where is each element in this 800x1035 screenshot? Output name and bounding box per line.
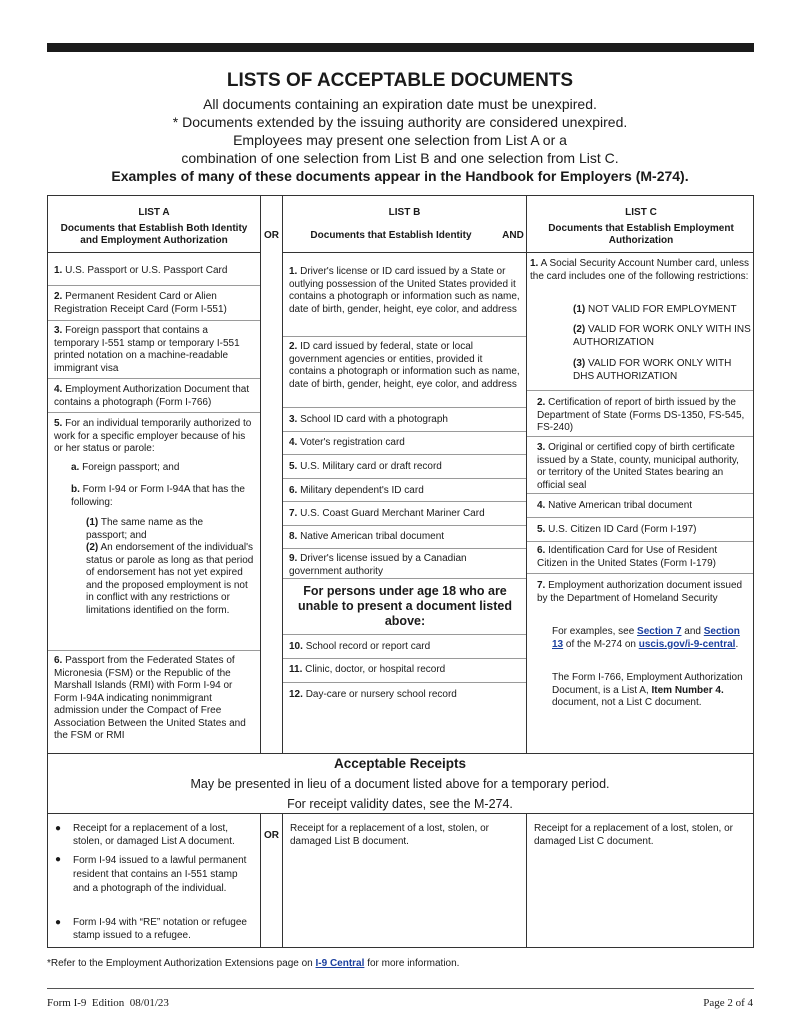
row-divider	[527, 493, 753, 494]
receipt-divider-or	[282, 813, 283, 948]
receipt-a-3: Form I-94 with “RE” notation or refugee stamp issued to a refugee.	[73, 917, 247, 941]
list-c-restriction-2: (2) VALID FOR WORK ONLY WITH INS AUTHORIZATION	[573, 324, 751, 348]
receipt-a-1: Receipt for a replacement of a lost, stolen, or damaged List A document.	[73, 823, 235, 847]
list-a-item-5b: b. Form I-94 or Form I-94A that has the following:	[71, 484, 245, 508]
receipts-line-2: For receipt validity dates, see the M-274.	[287, 797, 513, 811]
row-divider	[48, 412, 260, 413]
list-c-item-3: 3. Original or certified copy of birth certificate issued by a State, county, municipal authority, or territory of the United States bearing an official seal	[537, 442, 739, 491]
footer-rule	[47, 988, 754, 989]
receipt-c: Receipt for a replacement of a lost, stolen, or damaged List C document.	[534, 823, 733, 847]
receipts-header-rule	[48, 813, 753, 814]
list-b-item-9: 9. Driver's license issued by a Canadian government authority	[289, 553, 467, 577]
bullet-icon: ●	[55, 917, 62, 928]
list-b-item-3: 3. School ID card with a photograph	[289, 414, 448, 425]
row-divider	[527, 573, 753, 574]
row-divider	[48, 285, 260, 286]
page-number: Page 2 of 4	[703, 997, 753, 1009]
list-c-item-4: 4. Native American tribal document	[537, 500, 693, 511]
row-divider	[283, 454, 526, 455]
list-a-desc: Documents that Establish Both Identity and Employment Authorization	[60, 223, 248, 246]
list-b-item-2: 2. ID card issued by federal, state or local government agencies or entities, provided it contains a photograph or information such as name, date of birth, gender, height, eye color, and address	[289, 341, 520, 390]
row-divider	[283, 431, 526, 432]
section-13-link[interactable]: Section 13	[552, 626, 740, 650]
receipt-or-label: OR	[264, 830, 279, 841]
receipt-divider-b	[526, 813, 527, 948]
row-divider	[283, 634, 526, 635]
intro-line-5: Examples of many of these documents appear in the Handbook for Employers (M-274).	[111, 168, 689, 184]
list-c-item-6: 6. Identification Card for Use of Resident Citizen in the United States (Form I-179)	[537, 545, 718, 569]
list-b-item-10: 10. School record or report card	[289, 641, 431, 652]
list-b-item-12: 12. Day-care or nursery school record	[289, 689, 457, 700]
page-title: LISTS OF ACCEPTABLE DOCUMENTS	[226, 70, 574, 91]
list-b-item-1: 1. Driver's license or ID card issued by a State or outlying possession of the United States provided it contains a photograph or information such as name, date of birth, gender, height, eye color, and address	[289, 266, 520, 315]
list-b-name: LIST B	[388, 207, 421, 218]
receipts-title: Acceptable Receipts	[333, 756, 467, 771]
row-divider	[527, 390, 753, 391]
list-c-item-2: 2. Certification of report of birth issued by the Department of State (Forms DS-1350, FS-545, FS-240)	[537, 397, 745, 433]
list-b-item-4: 4. Voter's registration card	[289, 437, 405, 448]
receipts-top-rule	[48, 753, 753, 754]
bullet-icon: ●	[55, 854, 62, 865]
row-divider	[283, 682, 526, 683]
list-b-item-7: 7. U.S. Coast Guard Merchant Mariner Card	[289, 508, 485, 519]
list-c-note: The Form I-766, Employment Authorization Document, is a List A, Item Number 4. document, not a List C document.	[552, 672, 743, 708]
list-b-item-6: 6. Military dependent's ID card	[289, 485, 424, 496]
row-divider	[527, 517, 753, 518]
receipt-b: Receipt for a replacement of a lost, stolen, or damaged List B document.	[290, 823, 489, 847]
row-divider	[283, 501, 526, 502]
documents-table	[47, 195, 754, 948]
form-edition: Form I-9 Edition 08/01/23	[47, 997, 169, 1009]
row-divider	[48, 650, 260, 651]
list-c-item-7: 7. Employment authorization document issued by the Department of Homeland Security	[537, 580, 743, 604]
list-c-examples: For examples, see Section 7 and Section 13 of the M-274 on uscis.gov/i-9-central.	[552, 626, 740, 650]
header-rule-a	[48, 252, 260, 253]
row-divider	[283, 478, 526, 479]
list-c-name: LIST C	[625, 207, 657, 218]
row-divider	[48, 378, 260, 379]
row-divider	[283, 525, 526, 526]
col-divider-b	[526, 196, 527, 753]
receipt-a-2: Form I-94 issued to a lawful permanent resident that contains an I-551 stamp and a photograph of the individual.	[73, 855, 247, 894]
intro-line-3: Employees may present one selection from List A or a	[233, 132, 567, 148]
col-divider-or	[282, 196, 283, 753]
row-divider	[283, 578, 526, 579]
list-a-item-5b2: (2) An endorsement of the individual's status or parole as long as that period of endorsement has not yet expired and the proposed employment is not in conflict with any restrictions or limitations identified on the form.	[86, 542, 254, 616]
header-rule-bc	[283, 252, 753, 253]
intro-line-4: combination of one selection from List B and one selection from List C.	[181, 150, 619, 166]
list-c-item-5: 5. U.S. Citizen ID Card (Form I-197)	[537, 524, 697, 535]
uscis-i9-central-link[interactable]: uscis.gov/i-9-central	[638, 638, 736, 650]
list-c-desc: Documents that Establish Employment Authorization	[548, 223, 734, 246]
intro-line-1: All documents containing an expiration date must be unexpired.	[203, 96, 597, 112]
list-a-item-1: 1. U.S. Passport or U.S. Passport Card	[54, 265, 228, 276]
row-divider	[283, 658, 526, 659]
list-b-item-8: 8. Native American tribal document	[289, 531, 445, 542]
row-divider	[283, 336, 526, 337]
list-a-item-3: 3. Foreign passport that contains a temporary I-551 stamp or temporary I-551 printed notation on a machine-readable immigrant visa	[54, 325, 240, 374]
list-a-item-4: 4. Employment Authorization Document that contains a photograph (Form I-766)	[54, 384, 250, 408]
under-18-heading: For persons under age 18 who are unable to present a document listed above:	[298, 584, 512, 628]
bullet-icon: ●	[55, 823, 62, 834]
row-divider	[283, 548, 526, 549]
list-a-item-5a: a. Foreign passport; and	[71, 462, 180, 473]
list-b-item-11: 11. Clinic, doctor, or hospital record	[289, 664, 446, 675]
list-c-item-1: 1. A Social Security Account Number card, unless the card includes one of the following restrictions:	[530, 258, 750, 282]
list-b-desc: Documents that Establish Identity	[310, 230, 472, 241]
row-divider	[527, 541, 753, 542]
extensions-note: *Refer to the Employment Authorization Extensions page on I-9 Central for more information.	[47, 958, 460, 969]
row-divider	[283, 407, 526, 408]
list-c-restriction-3: (3) VALID FOR WORK ONLY WITH DHS AUTHORIZATION	[573, 358, 732, 382]
section-7-link[interactable]: Section 7	[637, 626, 682, 637]
row-divider	[48, 320, 260, 321]
list-c-restriction-1: (1) NOT VALID FOR EMPLOYMENT	[573, 304, 737, 315]
row-divider	[527, 436, 753, 437]
or-label: OR	[264, 230, 279, 241]
and-label: AND	[502, 230, 524, 241]
list-a-name: LIST A	[138, 207, 170, 218]
intro-line-2: * Documents extended by the issuing authority are considered unexpired.	[172, 114, 628, 130]
list-a-item-2: 2. Permanent Resident Card or Alien Registration Receipt Card (Form I-551)	[54, 291, 227, 315]
list-a-item-5b1: (1) The same name as the passport; and	[86, 517, 204, 541]
top-rule	[47, 43, 754, 52]
list-a-item-6: 6. Passport from the Federated States of Micronesia (FSM) or the Republic of the Marshall Islands (RMI) with Form I-94 or Form I-94A indicating nonimmigrant admission under the Compact of Free Association Between the United States and the FSM or RMI	[54, 655, 246, 741]
list-a-item-5: 5. For an individual temporarily authorized to work for a specific employer because of his or her status or parole:	[54, 418, 252, 454]
i9-central-link[interactable]: I-9 Central	[315, 958, 365, 969]
list-b-item-5: 5. U.S. Military card or draft record	[289, 461, 442, 472]
receipts-line-1: May be presented in lieu of a document listed above for a temporary period.	[190, 777, 610, 791]
col-divider-a	[260, 196, 261, 753]
